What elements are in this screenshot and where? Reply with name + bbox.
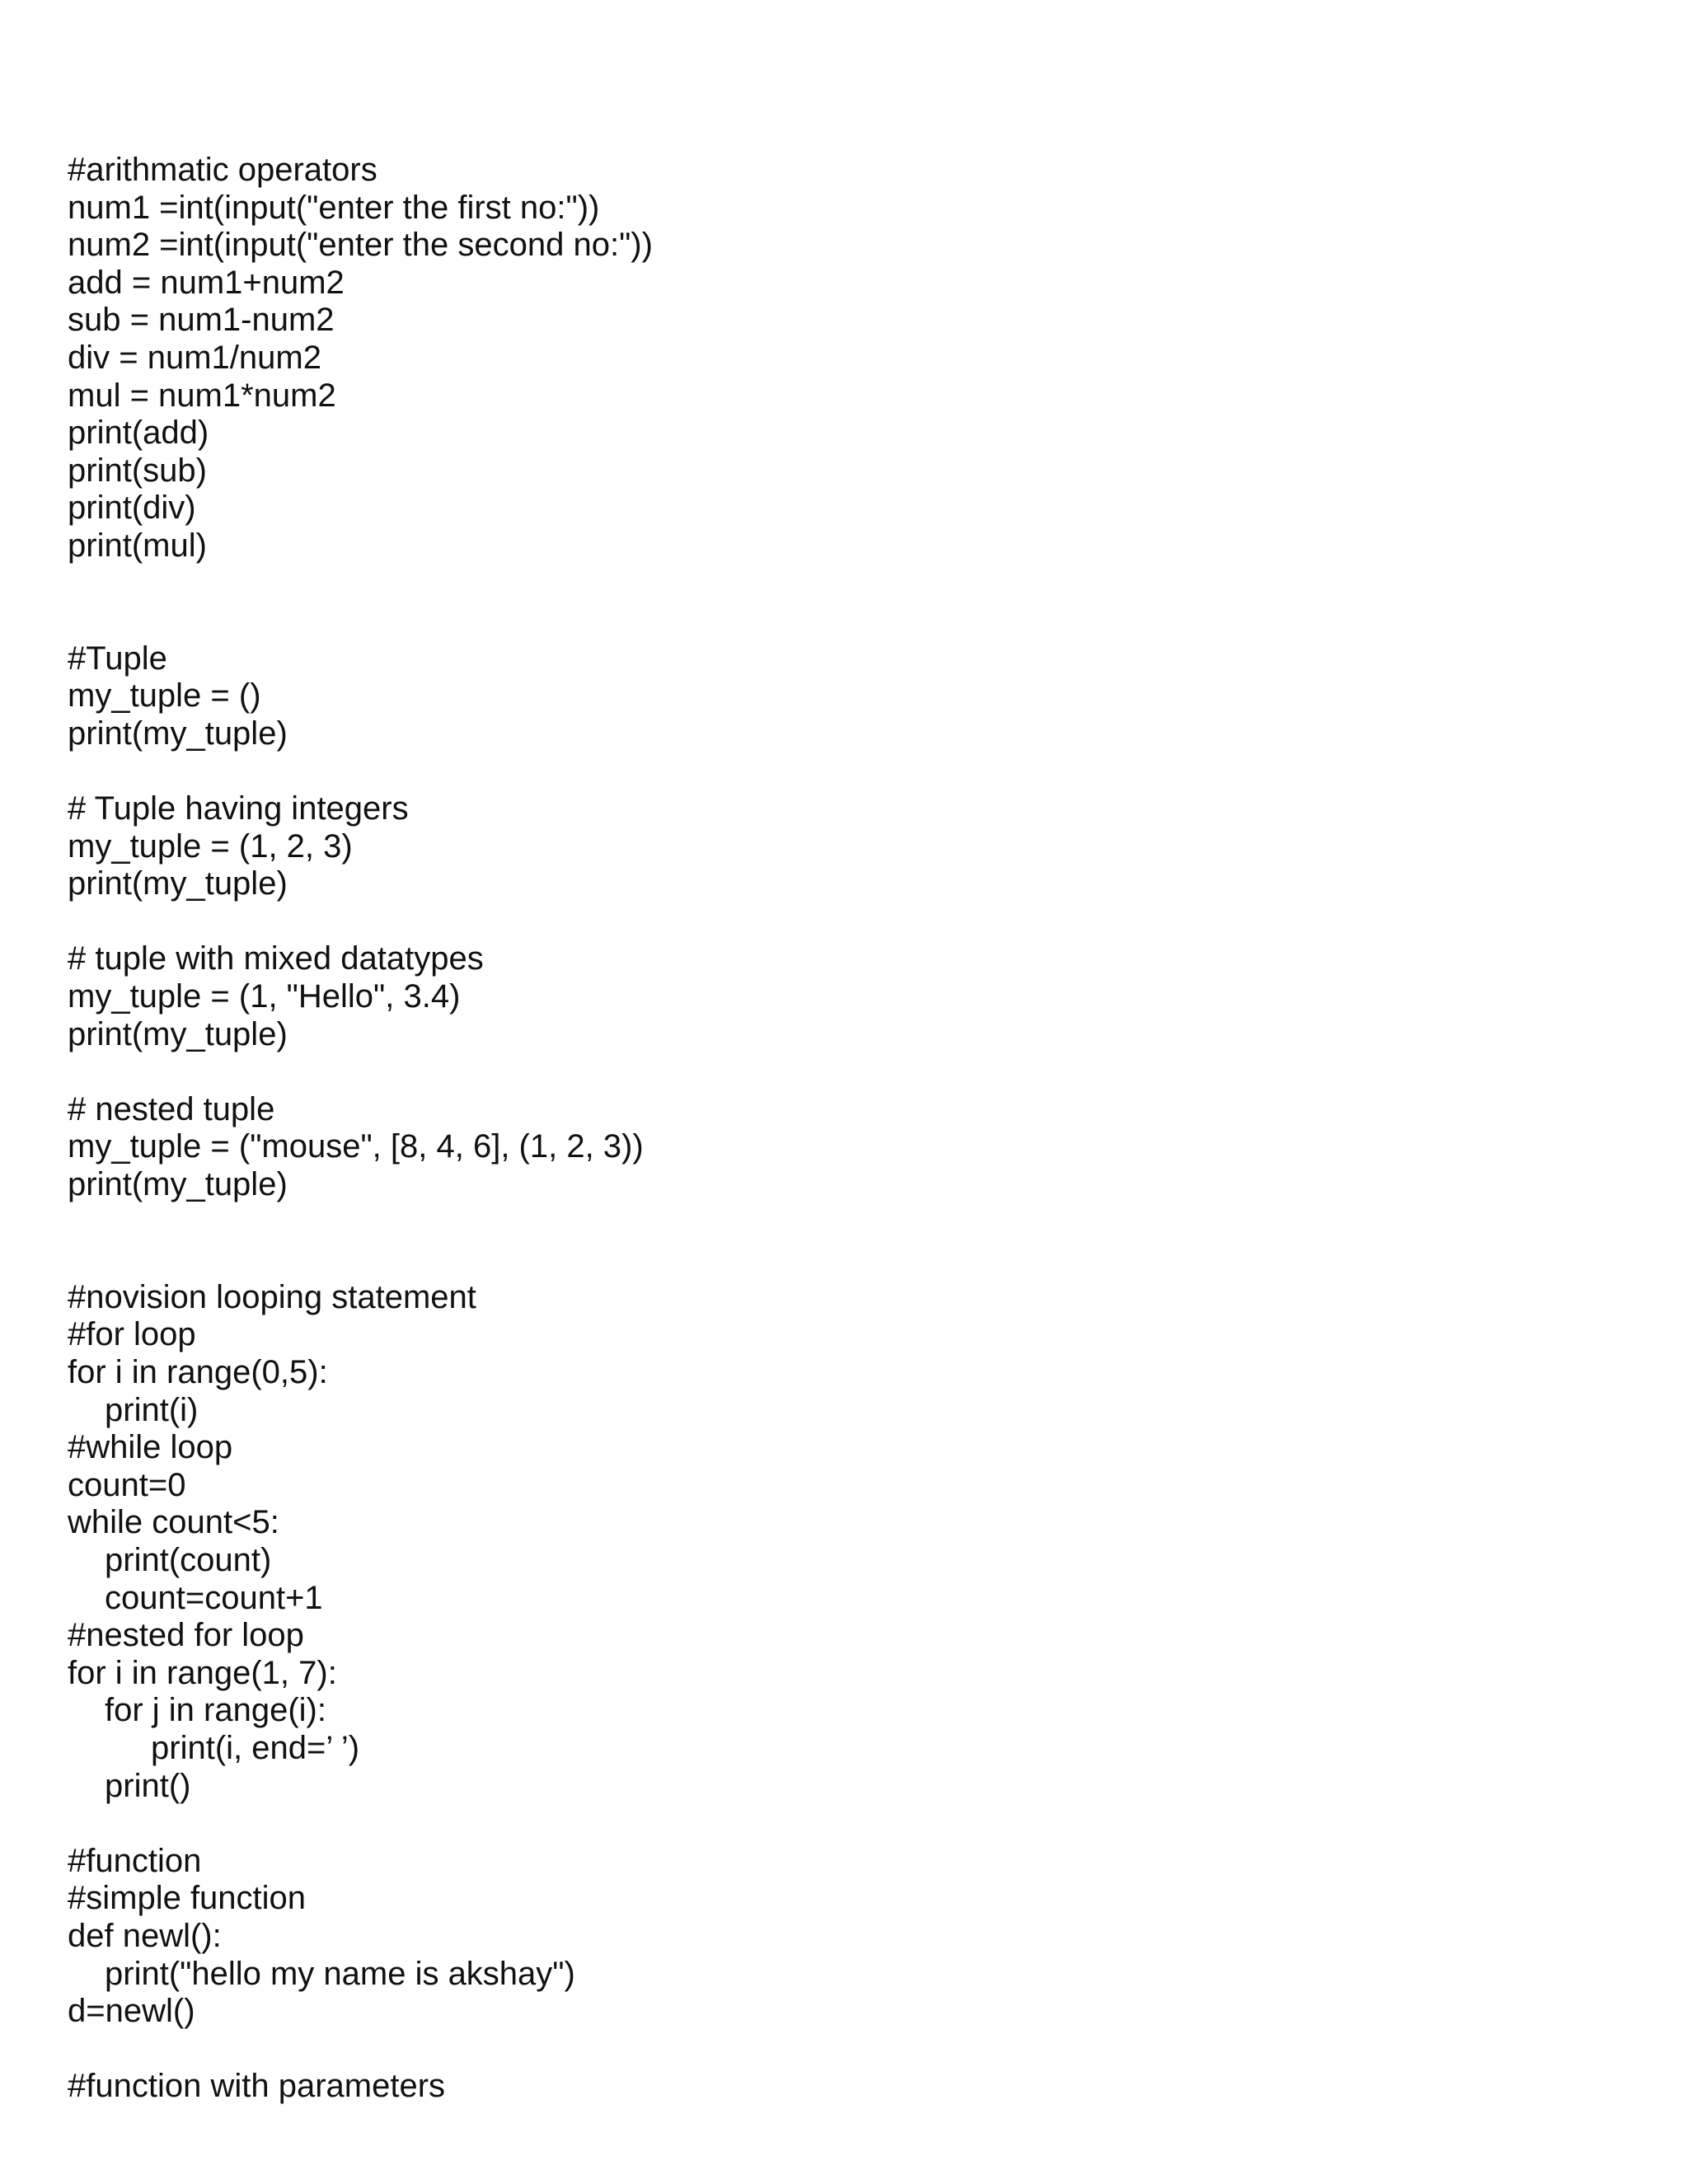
code-line: print(i) bbox=[105, 1391, 199, 1428]
code-line-comment: #function bbox=[68, 1842, 202, 1879]
code-line-comment: # tuple with mixed datatypes bbox=[68, 940, 484, 977]
code-line: for j in range(i): bbox=[105, 1692, 326, 1729]
code-line: def newl(): bbox=[68, 1917, 222, 1954]
code-line: print(my_tuple) bbox=[68, 715, 288, 752]
code-line-comment: #nested for loop bbox=[68, 1617, 304, 1654]
code-line-comment: # nested tuple bbox=[68, 1090, 275, 1127]
code-line: num1 =int(input("enter the first no:")) bbox=[68, 189, 600, 226]
code-line: print("hello my name is akshay") bbox=[105, 1955, 575, 1992]
code-line-comment: #arithmatic operators bbox=[68, 152, 377, 188]
code-line: print(i, end=’ ’) bbox=[151, 1729, 360, 1766]
code-line: my_tuple = () bbox=[68, 677, 261, 715]
code-line: print(mul) bbox=[68, 527, 207, 564]
code-line: my_tuple = (1, 2, 3) bbox=[68, 827, 353, 865]
code-line: add = num1+num2 bbox=[68, 264, 345, 301]
code-line: print(my_tuple) bbox=[68, 865, 288, 902]
code-line-comment: #while loop bbox=[68, 1429, 233, 1466]
code-line: mul = num1*num2 bbox=[68, 377, 336, 414]
code-line: my_tuple = (1, "Hello", 3.4) bbox=[68, 978, 461, 1015]
code-line: print(my_tuple) bbox=[68, 1015, 288, 1052]
code-line: print(my_tuple) bbox=[68, 1166, 288, 1203]
code-line: my_tuple = ("mouse", [8, 4, 6], (1, 2, 3)) bbox=[68, 1128, 644, 1165]
code-line: print(div) bbox=[68, 490, 196, 527]
code-line: while count<5: bbox=[68, 1504, 279, 1541]
code-line: for i in range(0,5): bbox=[68, 1354, 328, 1390]
code-line: print(count) bbox=[105, 1541, 272, 1578]
code-line: div = num1/num2 bbox=[68, 339, 321, 376]
code-line-comment: #novision looping statement bbox=[68, 1278, 476, 1315]
code-line: d=newl() bbox=[68, 1993, 195, 2030]
code-line-comment: #Tuple bbox=[68, 640, 167, 677]
code-line: count=count+1 bbox=[105, 1579, 323, 1616]
code-line-comment: #simple function bbox=[68, 1880, 307, 1917]
code-line: print(sub) bbox=[68, 452, 207, 489]
code-line-comment: # Tuple having integers bbox=[68, 790, 409, 827]
code-line: sub = num1-num2 bbox=[68, 302, 335, 339]
code-line: print() bbox=[105, 1767, 191, 1804]
code-line-comment: #for loop bbox=[68, 1316, 196, 1353]
code-listing bbox=[68, 152, 653, 2106]
code-line: count=0 bbox=[68, 1466, 186, 1503]
code-line-comment: #function with parameters bbox=[68, 2068, 446, 2105]
code-line: for i in range(1, 7): bbox=[68, 1654, 337, 1691]
code-line: num2 =int(input("enter the second no:")) bbox=[68, 227, 653, 264]
code-line: print(add) bbox=[68, 415, 209, 452]
